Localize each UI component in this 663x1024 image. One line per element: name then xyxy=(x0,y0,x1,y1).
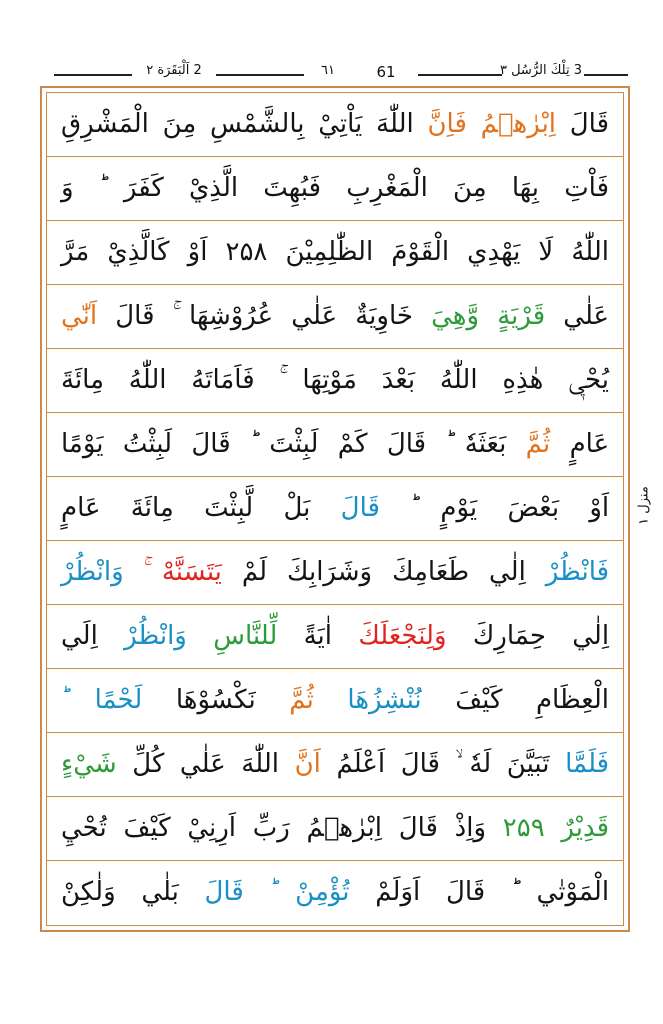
verse-word: يَاْتِيْ xyxy=(318,109,363,139)
verse-word: فَاِنَّ xyxy=(427,109,467,139)
verse-word: الَّذِيْ xyxy=(188,173,239,203)
text-frame xyxy=(40,86,630,932)
verse-line xyxy=(47,477,623,541)
verse-word: يَوْمًا xyxy=(61,429,104,459)
verse-word: اِبْرٰهٖمُ xyxy=(480,109,557,139)
verse-word: يَتَسَنَّهْ ۚ xyxy=(143,557,222,587)
verse-line xyxy=(47,221,623,285)
page-header xyxy=(40,62,630,86)
page-number-arabic: ٦١ xyxy=(321,63,335,78)
verse-line xyxy=(47,285,623,349)
header-rule xyxy=(584,74,628,76)
verse-word: نُنْشِزُهَا xyxy=(347,685,422,715)
verse-word: عُرُوْشِهَا ۚ xyxy=(172,301,274,331)
verse-word: مَوْتِهَا ۚ xyxy=(279,365,357,395)
verse-word: الْمَغْرِبِ xyxy=(346,173,428,203)
verse-word: بَعْدَ xyxy=(381,365,416,395)
verse-word: الظّٰلِمِيْنَ ۲۵۸ xyxy=(225,237,374,267)
verse-word: اَنّٰي xyxy=(61,301,98,331)
verse-word: اِلٰي xyxy=(572,621,610,651)
verse-word: اِلٰي xyxy=(489,557,526,587)
verse-word: فَانْظُرْ xyxy=(545,557,610,587)
juz-label: 3 تِلْكَ الرُّسُل ۳ xyxy=(499,63,582,78)
verse-word: وَلِنَجْعَلَكَ xyxy=(358,621,447,651)
verse-word: قَدِيْرٌ ۲۵۹ xyxy=(502,813,610,843)
verse-word: اللّٰهُ xyxy=(439,365,478,395)
verse-word: لَهٗ ۙ xyxy=(455,749,492,779)
verse-word: قَالَ xyxy=(445,877,486,907)
verse-line xyxy=(47,93,623,157)
verse-word: عَلٰي xyxy=(563,301,610,331)
verse-word: قَالَ xyxy=(398,813,438,843)
verse-word: لِّلنَّاسِ xyxy=(213,621,278,651)
page-number: 61 xyxy=(376,63,396,81)
verse-word: شَيْءٍ xyxy=(61,749,117,779)
verse-word: فَاْتِ xyxy=(564,173,610,203)
verse-word: اِلَي xyxy=(61,621,98,651)
verse-word: قَالَ xyxy=(204,877,244,907)
verse-word: لَّبِثْتَ xyxy=(204,493,254,523)
verse-word: اَرِنِيْ xyxy=(187,813,236,843)
verse-word: بِالشَّمْسِ xyxy=(210,109,305,139)
verse-word: اَعْلَمُ xyxy=(336,749,386,779)
verse-word: اَنَّ xyxy=(294,749,321,779)
verse-word: اللّٰهَ xyxy=(376,109,414,139)
verse-word: وَانْظُرْ xyxy=(124,621,187,651)
surah-label: 2 اَلْبَقَرَة ۲ xyxy=(146,63,202,78)
manzil-marker xyxy=(628,470,658,550)
verse-line xyxy=(47,861,623,925)
verse-word: اَوَلَمْ xyxy=(375,877,421,907)
verse-word: بَلٰي xyxy=(141,877,179,907)
verse-word: عَامٍ xyxy=(61,493,101,523)
verse-word: اللّٰهَ xyxy=(241,749,279,779)
verse-word: وَ xyxy=(61,173,74,203)
verse-word: عَلٰي xyxy=(291,301,338,331)
verse-word: اِبْرٰهٖمُ xyxy=(306,813,382,843)
verse-line xyxy=(47,669,623,733)
verse-word: لَحْمًا ؕ xyxy=(61,685,143,715)
verse-line xyxy=(47,797,623,861)
verse-word: نَكْسُوْهَا xyxy=(175,685,256,715)
verse-word: وَلٰكِنْ xyxy=(61,877,116,907)
verse-word: بَلْ xyxy=(283,493,311,523)
verse-word: كَيْفَ xyxy=(455,685,503,715)
verse-word: مِنَ xyxy=(452,173,487,203)
verse-word: ثُمَّ xyxy=(289,685,314,715)
verse-word: لَبِثْتَ ؕ xyxy=(249,429,319,459)
verse-word: مَرَّ xyxy=(61,237,90,267)
verse-word: حِمَارِكَ xyxy=(472,621,546,651)
manzil-label: منزل ۱ xyxy=(636,486,652,525)
verse-line xyxy=(47,157,623,221)
verse-word: وَّهِيَ xyxy=(431,301,480,331)
verse-word: قَالَ xyxy=(569,109,610,139)
verse-word: بَعْضَ xyxy=(507,493,560,523)
verse-word: قَالَ xyxy=(340,493,380,523)
verse-word: الْقَوْمَ xyxy=(391,237,450,267)
verse-word: عَامٍ xyxy=(569,429,610,459)
verse-word: اللّٰهُ xyxy=(128,365,167,395)
verse-word: الْعِظَامِ xyxy=(535,685,609,715)
verse-word: الْمَوْتٰي ؕ xyxy=(510,877,610,907)
verse-word: هٰذِهِ xyxy=(502,365,544,395)
verse-word: لَمْ xyxy=(241,557,268,587)
verse-word: الْمَشْرِقِ xyxy=(61,109,149,139)
verse-word: تَبَيَّنَ xyxy=(506,749,550,779)
verse-word: بَعَثَهٗ ؕ xyxy=(445,429,507,459)
verse-word: بِهَا xyxy=(511,173,540,203)
verse-word: تُحْيِ xyxy=(61,813,107,843)
verse-word: وَشَرَابِكَ xyxy=(287,557,373,587)
verse-word: كَالَّذِيْ xyxy=(107,237,170,267)
verse-word: كُلِّ xyxy=(132,749,165,779)
verse-word: طَعَامِكَ xyxy=(392,557,470,587)
verse-word: اَوْ xyxy=(187,237,208,267)
verse-word: فَبُهِتَ xyxy=(263,173,322,203)
verse-line xyxy=(47,733,623,797)
verse-word: فَاَمَاتَهُ xyxy=(191,365,255,395)
verse-word: كَيْفَ xyxy=(123,813,171,843)
verse-word: وَانْظُرْ xyxy=(61,557,124,587)
header-rule xyxy=(216,74,304,76)
verse-word: لَبِثْتُ xyxy=(122,429,173,459)
verse-line xyxy=(47,349,623,413)
verse-word: قَالَ xyxy=(386,429,427,459)
verse-line xyxy=(47,541,623,605)
verse-word: قَرْيَةٍ xyxy=(497,301,546,331)
verse-lines xyxy=(47,93,623,925)
verse-word: وَاِذْ xyxy=(454,813,487,843)
header-rule xyxy=(54,74,132,76)
verse-word: مِائَةَ xyxy=(130,493,174,523)
verse-word: كَمْ xyxy=(337,429,368,459)
verse-word: قَالَ xyxy=(115,301,155,331)
verse-word: مِائَةَ xyxy=(61,365,105,395)
verse-word: قَالَ xyxy=(400,749,440,779)
verse-word: مِنَ xyxy=(162,109,197,139)
verse-word: تُؤْمِنْ ؕ xyxy=(269,877,350,907)
verse-word: فَلَمَّا xyxy=(565,749,610,779)
verse-line xyxy=(47,605,623,669)
verse-word: اٰيَةً xyxy=(303,621,333,651)
verse-word: كَفَرَ ؕ xyxy=(98,173,164,203)
verse-word: اَوْ xyxy=(589,493,610,523)
verse-word: قَالَ xyxy=(191,429,231,459)
verse-word: يَوْمٍ ؕ xyxy=(410,493,478,523)
verse-word: خَاوِيَةٌ xyxy=(355,301,413,331)
verse-word: رَبِّ xyxy=(252,813,290,843)
verse-word: عَلٰي xyxy=(179,749,226,779)
verse-word: لَا يَهْدِي xyxy=(467,237,554,267)
verse-word: اللّٰهُ xyxy=(571,237,610,267)
verse-line xyxy=(47,413,623,477)
header-rule xyxy=(418,74,502,76)
verse-word: ثُمَّ xyxy=(525,429,551,459)
verse-word: يُحْيٖ xyxy=(568,365,610,395)
